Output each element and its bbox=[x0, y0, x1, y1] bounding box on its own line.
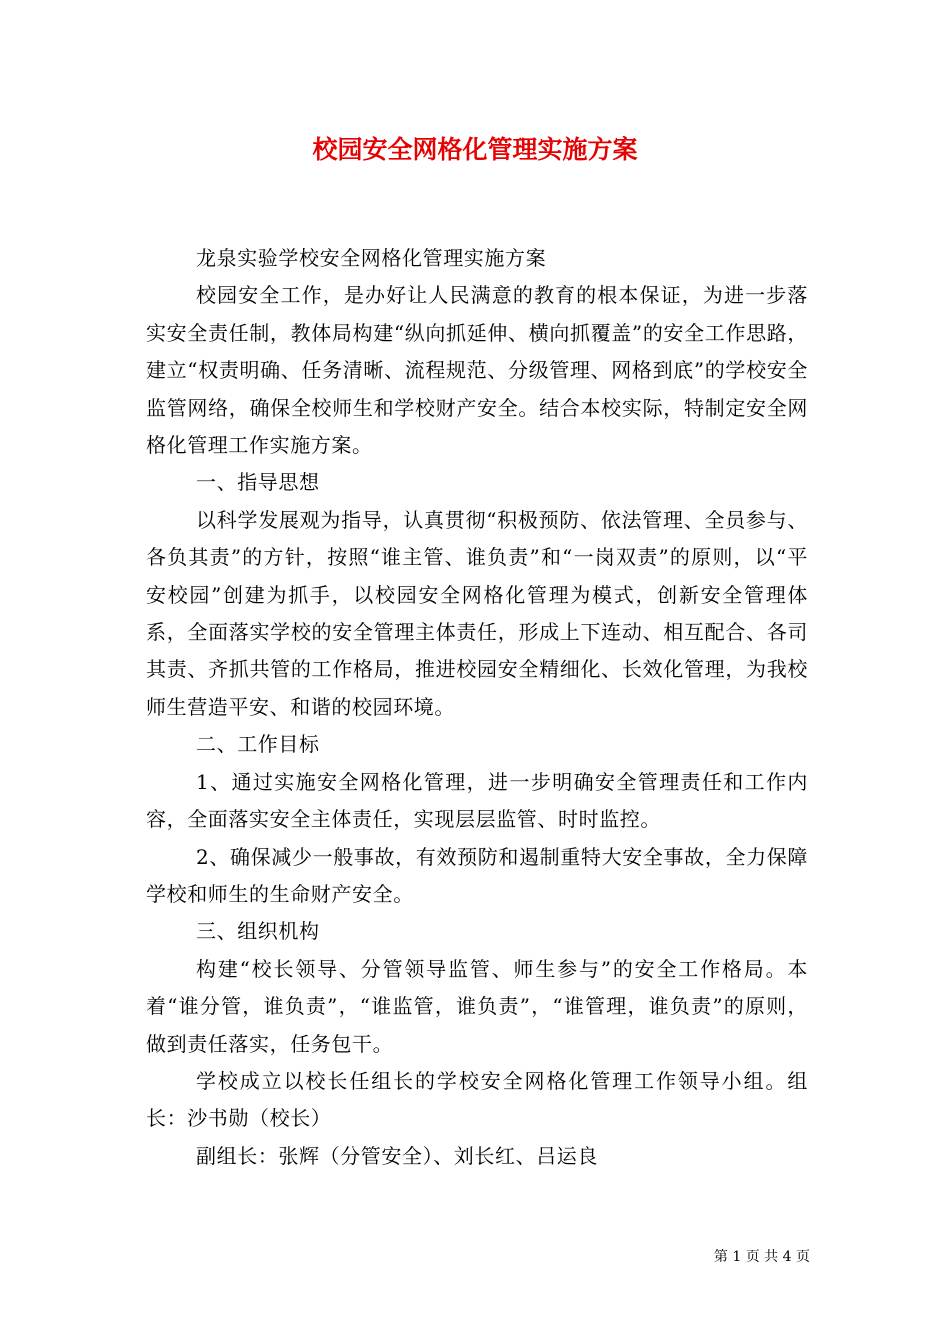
page-number-footer: 第 1 页 共 4 页 bbox=[713, 1249, 810, 1265]
document-title: 校园安全网格化管理实施方案 bbox=[312, 135, 638, 164]
document-body bbox=[146, 240, 808, 1175]
paragraph-goal-2: 2、确保减少一般事故，有效预防和遏制重特大安全事故，全力保障学校和师生的生命财产安全。 bbox=[146, 844, 808, 906]
paragraph-guiding-ideology: 以科学发展观为指导，认真贯彻“积极预防、依法管理、全员参与、各负其责”的方针，按照“谁主管、谁负责”和“一岗双责”的原则，以“平安校园”创建为抓手，以校园安全网格化管理为模式，创新安全管理体系，全面落实学校的安全管理主体责任，形成上下连动、相互配合、各司其责、齐抓共管的工作格局，推进校园安全精细化、长效化管理，为我校师生营造平安、和谐的校园环境。 bbox=[146, 507, 808, 719]
paragraph-goal-1: 1、通过实施安全网格化管理，进一步明确安全管理责任和工作内容，全面落实安全主体责任，实现层层监管、时时监控。 bbox=[146, 769, 808, 832]
section-heading-work-goals: 二、工作目标 bbox=[196, 732, 320, 757]
paragraph-deputy-leaders: 副组长：张辉（分管安全）、刘长红、吕运良 bbox=[196, 1143, 598, 1168]
paragraph-school-heading: 龙泉实验学校安全网格化管理实施方案 bbox=[196, 246, 547, 270]
paragraph-leadership-group: 学校成立以校长任组长的学校安全网格化管理工作领导小组。组长：沙书勋（校长） bbox=[146, 1068, 808, 1131]
section-heading-organization: 三、组织机构 bbox=[196, 919, 320, 944]
paragraph-intro: 校园安全工作，是办好让人民满意的教育的根本保证，为进一步落实安全责任制，教体局构建“纵向抓延伸、横向抓覆盖”的安全工作思路，建立“权责明确、任务清晰、流程规范、分级管理、网格到底”的学校安全监管网络，确保全校师生和学校财产安全。结合本校实际，特制定安全网格化管理工作实施方案。 bbox=[146, 283, 808, 458]
paragraph-organization: 构建“校长领导、分管领导监管、师生参与”的安全工作格局。本着“谁分管，谁负责”，“谁监管，谁负责”，“谁管理，谁负责”的原则，做到责任落实，任务包干。 bbox=[146, 956, 808, 1056]
section-heading-guiding-ideology: 一、指导思想 bbox=[196, 470, 320, 495]
